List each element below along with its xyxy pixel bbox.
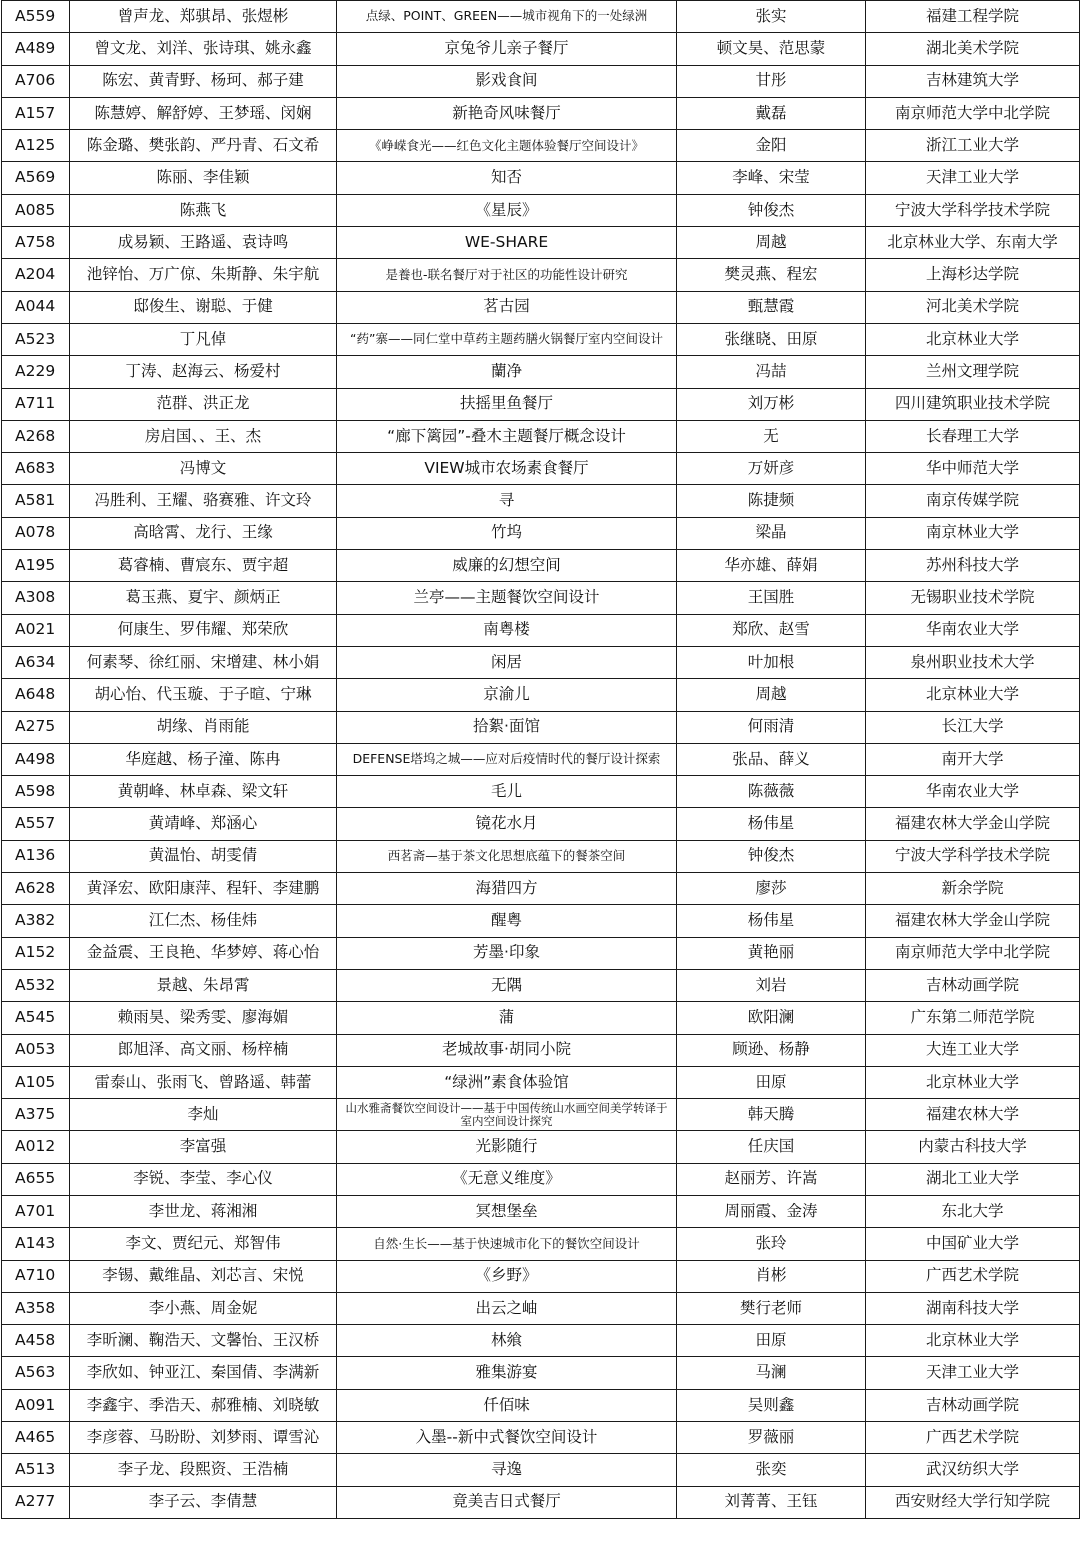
school-cell: 东北大学 (866, 1195, 1080, 1227)
table-row (2, 485, 1080, 517)
project-title-cell: 是養也-联名餐厅对于社区的功能性设计研究 (337, 259, 677, 291)
advisor-cell: 郑欣、赵雪 (677, 614, 866, 646)
team-members-cell: 郎旭泽、高文丽、杨梓楠 (70, 1034, 337, 1066)
team-members-cell: 李子云、李倩慧 (70, 1486, 337, 1518)
team-members-cell: 冯博文 (70, 453, 337, 485)
advisor-cell: 田原 (677, 1066, 866, 1098)
school-cell: 华南农业大学 (866, 614, 1080, 646)
table-row (2, 65, 1080, 97)
table-row (2, 453, 1080, 485)
advisor-cell: 何雨清 (677, 711, 866, 743)
project-title-cell: 京渝儿 (337, 679, 677, 711)
school-cell: 吉林动画学院 (866, 1389, 1080, 1421)
table-row (2, 1066, 1080, 1098)
project-title-cell: 新艳奇风味餐厅 (337, 97, 677, 129)
entry-code-cell: A513 (2, 1454, 70, 1486)
entry-code-cell: A105 (2, 1066, 70, 1098)
school-cell: 武汉纺织大学 (866, 1454, 1080, 1486)
school-cell: 南京师范大学中北学院 (866, 937, 1080, 969)
school-cell: 南京林业大学 (866, 517, 1080, 549)
entry-code-cell: A701 (2, 1195, 70, 1227)
table-row (2, 420, 1080, 452)
project-title-cell: 竹坞 (337, 517, 677, 549)
school-cell: 吉林动画学院 (866, 969, 1080, 1001)
school-cell: 宁波大学科学技术学院 (866, 194, 1080, 226)
advisor-cell: 无 (677, 420, 866, 452)
team-members-cell: 陈丽、李佳颖 (70, 162, 337, 194)
project-title-cell: 蘭净 (337, 356, 677, 388)
school-cell: 北京林业大学、东南大学 (866, 227, 1080, 259)
table-row (2, 646, 1080, 678)
entry-code-cell: A458 (2, 1325, 70, 1357)
team-members-cell: 雷泰山、张雨飞、曾路遥、韩蕾 (70, 1066, 337, 1098)
entry-code-cell: A308 (2, 582, 70, 614)
project-title-cell: 知否 (337, 162, 677, 194)
advisor-cell: 张品、薛义 (677, 743, 866, 775)
advisor-cell: 李峰、宋莹 (677, 162, 866, 194)
entry-code-cell: A277 (2, 1486, 70, 1518)
entry-code-cell: A053 (2, 1034, 70, 1066)
team-members-cell: 金益震、王良艳、华梦婷、蒋心怡 (70, 937, 337, 969)
advisor-cell: 肖彬 (677, 1260, 866, 1292)
project-title-cell: 扶摇里鱼餐厅 (337, 388, 677, 420)
entry-code-cell: A758 (2, 227, 70, 259)
table-row (2, 1454, 1080, 1486)
project-title-cell: 蒲 (337, 1002, 677, 1034)
team-members-cell: 李彦蓉、马盼盼、刘梦雨、谭雪沁 (70, 1422, 337, 1454)
entry-code-cell: A498 (2, 743, 70, 775)
school-cell: 湖南科技大学 (866, 1292, 1080, 1324)
table-row (2, 1422, 1080, 1454)
team-members-cell: 李富强 (70, 1131, 337, 1163)
school-cell: 大连工业大学 (866, 1034, 1080, 1066)
team-members-cell: 胡缘、肖雨能 (70, 711, 337, 743)
team-members-cell: 李昕澜、鞠浩天、文馨怡、王汉桥 (70, 1325, 337, 1357)
entry-code-cell: A628 (2, 873, 70, 905)
advisor-cell: 张玲 (677, 1228, 866, 1260)
school-cell: 广西艺术学院 (866, 1422, 1080, 1454)
school-cell: 浙江工业大学 (866, 130, 1080, 162)
entry-code-cell: A563 (2, 1357, 70, 1389)
table-row (2, 97, 1080, 129)
advisor-cell: 华亦雄、薛娟 (677, 550, 866, 582)
table-row (2, 873, 1080, 905)
table-row (2, 905, 1080, 937)
project-title-cell: 山水雅斋餐饮空间设计——基于中国传统山水画空间美学转译于室内空间设计探究 (337, 1099, 677, 1131)
team-members-cell: 何康生、罗伟耀、郑荣欣 (70, 614, 337, 646)
school-cell: 长春理工大学 (866, 420, 1080, 452)
advisor-cell: 顿文昊、范思蒙 (677, 33, 866, 65)
school-cell: 兰州文理学院 (866, 356, 1080, 388)
team-members-cell: 池锌怡、万广倞、朱斯静、朱宇航 (70, 259, 337, 291)
entry-code-cell: A268 (2, 420, 70, 452)
entry-code-cell: A569 (2, 162, 70, 194)
project-title-cell: 无隅 (337, 969, 677, 1001)
advisor-cell: 甘彤 (677, 65, 866, 97)
entry-code-cell: A229 (2, 356, 70, 388)
advisor-cell: 万妍彦 (677, 453, 866, 485)
advisor-cell: 赵丽芳、许嵩 (677, 1163, 866, 1195)
project-title-cell: 海猎四方 (337, 873, 677, 905)
advisor-cell: 叶加根 (677, 646, 866, 678)
school-cell: 广东第二师范学院 (866, 1002, 1080, 1034)
project-title-cell: 威廉的幻想空间 (337, 550, 677, 582)
team-members-cell: 曾文龙、刘洋、张诗琪、姚永鑫 (70, 33, 337, 65)
entry-code-cell: A655 (2, 1163, 70, 1195)
school-cell: 上海杉达学院 (866, 259, 1080, 291)
school-cell: 天津工业大学 (866, 162, 1080, 194)
team-members-cell: 李小燕、周金妮 (70, 1292, 337, 1324)
advisor-cell: 吴则鑫 (677, 1389, 866, 1421)
team-members-cell: 华庭越、杨子潼、陈冉 (70, 743, 337, 775)
project-title-cell: 仟佰味 (337, 1389, 677, 1421)
entry-code-cell: A711 (2, 388, 70, 420)
table-row (2, 291, 1080, 323)
table-row (2, 130, 1080, 162)
project-title-cell: WE-SHARE (337, 227, 677, 259)
project-title-cell: 《星辰》 (337, 194, 677, 226)
project-title-cell: 光影随行 (337, 1131, 677, 1163)
project-title-cell: 出云之岫 (337, 1292, 677, 1324)
advisor-cell: 任庆国 (677, 1131, 866, 1163)
entry-code-cell: A375 (2, 1099, 70, 1131)
school-cell: 四川建筑职业技术学院 (866, 388, 1080, 420)
table-row (2, 743, 1080, 775)
team-members-cell: 范群、洪正龙 (70, 388, 337, 420)
entry-code-cell: A091 (2, 1389, 70, 1421)
entry-code-cell: A157 (2, 97, 70, 129)
table-row (2, 162, 1080, 194)
entry-code-cell: A465 (2, 1422, 70, 1454)
project-title-cell: “绿洲”素食体验馆 (337, 1066, 677, 1098)
team-members-cell: 邸俊生、谢聪、于健 (70, 291, 337, 323)
school-cell: 福建工程学院 (866, 1, 1080, 33)
advisor-cell: 廖莎 (677, 873, 866, 905)
table-row (2, 1389, 1080, 1421)
school-cell: 湖北工业大学 (866, 1163, 1080, 1195)
table-row (2, 1131, 1080, 1163)
school-cell: 西安财经大学行知学院 (866, 1486, 1080, 1518)
advisor-cell: 陈捷频 (677, 485, 866, 517)
table-row (2, 840, 1080, 872)
table-row (2, 969, 1080, 1001)
advisor-cell: 刘万彬 (677, 388, 866, 420)
advisor-cell: 韩天腾 (677, 1099, 866, 1131)
entry-code-cell: A085 (2, 194, 70, 226)
project-title-cell: 京兔爷儿亲子餐厅 (337, 33, 677, 65)
project-title-cell: 茗古园 (337, 291, 677, 323)
project-title-cell: 拾絮·面馆 (337, 711, 677, 743)
school-cell: 中国矿业大学 (866, 1228, 1080, 1260)
project-title-cell: 自然·生长——基于快速城市化下的餐饮空间设计 (337, 1228, 677, 1260)
project-title-cell: 老城故事·胡同小院 (337, 1034, 677, 1066)
school-cell: 福建农林大学金山学院 (866, 808, 1080, 840)
team-members-cell: 李欣如、钟亚江、秦国倩、李满新 (70, 1357, 337, 1389)
team-members-cell: 葛玉燕、夏宇、颜炳正 (70, 582, 337, 614)
table-row (2, 1486, 1080, 1518)
team-members-cell: 高晗霄、龙行、王缘 (70, 517, 337, 549)
advisor-cell: 戴磊 (677, 97, 866, 129)
project-title-cell: 《峥嵘食光——红色文化主题体验餐厅空间设计》 (337, 130, 677, 162)
table-row (2, 517, 1080, 549)
advisor-cell: 张奕 (677, 1454, 866, 1486)
school-cell: 南开大学 (866, 743, 1080, 775)
advisor-cell: 樊行老师 (677, 1292, 866, 1324)
advisor-cell: 张实 (677, 1, 866, 33)
project-title-cell: 点绿、POINT、GREEN——城市视角下的一处绿洲 (337, 1, 677, 33)
advisor-cell: 陈薇薇 (677, 776, 866, 808)
project-title-cell: 雅集游宴 (337, 1357, 677, 1389)
table-row (2, 1228, 1080, 1260)
school-cell: 无锡职业技术学院 (866, 582, 1080, 614)
entries-table (1, 0, 1080, 1519)
advisor-cell: 樊灵燕、程宏 (677, 259, 866, 291)
table-row (2, 1195, 1080, 1227)
team-members-cell: 李文、贾纪元、郑智伟 (70, 1228, 337, 1260)
team-members-cell: 李锡、戴维晶、刘芯言、宋悦 (70, 1260, 337, 1292)
table-row (2, 776, 1080, 808)
project-title-cell: 入墨--新中式餐饮空间设计 (337, 1422, 677, 1454)
entry-code-cell: A275 (2, 711, 70, 743)
entry-code-cell: A012 (2, 1131, 70, 1163)
table-row (2, 1260, 1080, 1292)
school-cell: 北京林业大学 (866, 679, 1080, 711)
advisor-cell: 杨伟星 (677, 905, 866, 937)
entry-code-cell: A204 (2, 259, 70, 291)
school-cell: 南京传媒学院 (866, 485, 1080, 517)
advisor-cell: 王国胜 (677, 582, 866, 614)
team-members-cell: 黄靖峰、郑涵心 (70, 808, 337, 840)
school-cell: 福建农林大学 (866, 1099, 1080, 1131)
project-title-cell: 芳墨·印象 (337, 937, 677, 969)
advisor-cell: 欧阳澜 (677, 1002, 866, 1034)
school-cell: 泉州职业技术大学 (866, 646, 1080, 678)
entry-code-cell: A710 (2, 1260, 70, 1292)
entry-code-cell: A358 (2, 1292, 70, 1324)
table-row (2, 1163, 1080, 1195)
team-members-cell: 李锐、李莹、李心仪 (70, 1163, 337, 1195)
project-title-cell: “药”寨——同仁堂中草药主题药膳火锅餐厅室内空间设计 (337, 323, 677, 355)
entry-code-cell: A559 (2, 1, 70, 33)
table-row (2, 194, 1080, 226)
entry-code-cell: A683 (2, 453, 70, 485)
entry-code-cell: A143 (2, 1228, 70, 1260)
advisor-cell: 钟俊杰 (677, 840, 866, 872)
team-members-cell: 黄朝峰、林卓森、梁文轩 (70, 776, 337, 808)
school-cell: 天津工业大学 (866, 1357, 1080, 1389)
school-cell: 福建农林大学金山学院 (866, 905, 1080, 937)
team-members-cell: 李世龙、蒋湘湘 (70, 1195, 337, 1227)
advisor-cell: 甄慧霞 (677, 291, 866, 323)
table-row (2, 1, 1080, 33)
team-members-cell: 冯胜利、王耀、骆赛雅、许文玲 (70, 485, 337, 517)
table-row (2, 388, 1080, 420)
table-row (2, 1034, 1080, 1066)
project-title-cell: 南粤楼 (337, 614, 677, 646)
team-members-cell: 黄温怡、胡雯倩 (70, 840, 337, 872)
advisor-cell: 周越 (677, 227, 866, 259)
entry-code-cell: A382 (2, 905, 70, 937)
team-members-cell: 曾声龙、郑骐昂、张煜彬 (70, 1, 337, 33)
school-cell: 北京林业大学 (866, 1066, 1080, 1098)
team-members-cell: 成易颖、王路遥、袁诗鸣 (70, 227, 337, 259)
table-row (2, 808, 1080, 840)
school-cell: 北京林业大学 (866, 1325, 1080, 1357)
school-cell: 湖北美术学院 (866, 33, 1080, 65)
project-title-cell: 闲居 (337, 646, 677, 678)
team-members-cell: 陈宏、黄青野、杨珂、郝子建 (70, 65, 337, 97)
school-cell: 苏州科技大学 (866, 550, 1080, 582)
project-title-cell: DEFENSE塔坞之城——应对后疫情时代的餐厅设计探索 (337, 743, 677, 775)
entry-code-cell: A648 (2, 679, 70, 711)
entry-code-cell: A532 (2, 969, 70, 1001)
table-row (2, 323, 1080, 355)
school-cell: 广西艺术学院 (866, 1260, 1080, 1292)
table-row (2, 937, 1080, 969)
team-members-cell: 丁涛、赵海云、杨爱村 (70, 356, 337, 388)
team-members-cell: 景越、朱昂霄 (70, 969, 337, 1001)
advisor-cell: 黄艳丽 (677, 937, 866, 969)
project-title-cell: 寻逸 (337, 1454, 677, 1486)
team-members-cell: 赖雨昊、梁秀雯、廖海媚 (70, 1002, 337, 1034)
project-title-cell: 《乡野》 (337, 1260, 677, 1292)
table-row (2, 356, 1080, 388)
table-row (2, 1325, 1080, 1357)
school-cell: 宁波大学科学技术学院 (866, 840, 1080, 872)
team-members-cell: 陈燕飞 (70, 194, 337, 226)
project-title-cell: “廊下篱园”-叠木主题餐厅概念设计 (337, 420, 677, 452)
entry-code-cell: A706 (2, 65, 70, 97)
team-members-cell: 胡心怡、代玉璇、于子暄、宁琳 (70, 679, 337, 711)
entry-code-cell: A545 (2, 1002, 70, 1034)
advisor-cell: 田原 (677, 1325, 866, 1357)
entry-code-cell: A195 (2, 550, 70, 582)
entry-code-cell: A557 (2, 808, 70, 840)
school-cell: 华南农业大学 (866, 776, 1080, 808)
project-title-cell: VIEW城市农场素食餐厅 (337, 453, 677, 485)
school-cell: 新余学院 (866, 873, 1080, 905)
school-cell: 长江大学 (866, 711, 1080, 743)
table-row (2, 259, 1080, 291)
table-row (2, 550, 1080, 582)
project-title-cell: 醒粤 (337, 905, 677, 937)
project-title-cell: 西茗斋—基于茶文化思想底蕴下的餐茶空间 (337, 840, 677, 872)
school-cell: 北京林业大学 (866, 323, 1080, 355)
entry-code-cell: A523 (2, 323, 70, 355)
team-members-cell: 黄泽宏、欧阳康萍、程轩、李建鹏 (70, 873, 337, 905)
advisor-cell: 周越 (677, 679, 866, 711)
entry-code-cell: A634 (2, 646, 70, 678)
school-cell: 南京师范大学中北学院 (866, 97, 1080, 129)
advisor-cell: 刘菁菁、王钰 (677, 1486, 866, 1518)
table-row (2, 614, 1080, 646)
table-row (2, 1292, 1080, 1324)
project-title-cell: 竟美吉日式餐厅 (337, 1486, 677, 1518)
project-title-cell: 寻 (337, 485, 677, 517)
entry-code-cell: A078 (2, 517, 70, 549)
table-row (2, 1002, 1080, 1034)
table-row (2, 33, 1080, 65)
advisor-cell: 钟俊杰 (677, 194, 866, 226)
team-members-cell: 李子龙、段熙资、王浩楠 (70, 1454, 337, 1486)
project-title-cell: 《无意义维度》 (337, 1163, 677, 1195)
entry-code-cell: A136 (2, 840, 70, 872)
table-row (2, 582, 1080, 614)
advisor-cell: 周丽霞、金涛 (677, 1195, 866, 1227)
project-title-cell: 林飨 (337, 1325, 677, 1357)
team-members-cell: 李灿 (70, 1099, 337, 1131)
project-title-cell: 毛儿 (337, 776, 677, 808)
project-title-cell: 兰亭——主题餐饮空间设计 (337, 582, 677, 614)
advisor-cell: 马澜 (677, 1357, 866, 1389)
team-members-cell: 房启国、、王、杰 (70, 420, 337, 452)
table-row (2, 679, 1080, 711)
entry-code-cell: A598 (2, 776, 70, 808)
school-cell: 内蒙古科技大学 (866, 1131, 1080, 1163)
project-title-cell: 冥想堡垒 (337, 1195, 677, 1227)
table-row (2, 1357, 1080, 1389)
team-members-cell: 何素琴、徐红丽、宋增建、林小娟 (70, 646, 337, 678)
team-members-cell: 李鑫宇、季浩天、郝雅楠、刘晓敏 (70, 1389, 337, 1421)
entry-code-cell: A125 (2, 130, 70, 162)
entry-code-cell: A489 (2, 33, 70, 65)
table-row (2, 227, 1080, 259)
advisor-cell: 梁晶 (677, 517, 866, 549)
advisor-cell: 金阳 (677, 130, 866, 162)
team-members-cell: 丁凡倬 (70, 323, 337, 355)
table-row (2, 711, 1080, 743)
advisor-cell: 顾逊、杨静 (677, 1034, 866, 1066)
entry-code-cell: A021 (2, 614, 70, 646)
advisor-cell: 张继晓、田原 (677, 323, 866, 355)
advisor-cell: 冯喆 (677, 356, 866, 388)
school-cell: 河北美术学院 (866, 291, 1080, 323)
table-row (2, 1099, 1080, 1131)
team-members-cell: 葛睿楠、曹宸东、贾宇超 (70, 550, 337, 582)
project-title-cell: 镜花水月 (337, 808, 677, 840)
entry-code-cell: A581 (2, 485, 70, 517)
team-members-cell: 陈慧婷、解舒婷、王梦瑶、闵娴 (70, 97, 337, 129)
team-members-cell: 江仁杰、杨佳炜 (70, 905, 337, 937)
project-title-cell: 影戏食间 (337, 65, 677, 97)
entry-code-cell: A044 (2, 291, 70, 323)
entries-table-body (2, 1, 1080, 1519)
school-cell: 华中师范大学 (866, 453, 1080, 485)
entry-code-cell: A152 (2, 937, 70, 969)
team-members-cell: 陈金璐、樊张韵、严丹青、石文希 (70, 130, 337, 162)
school-cell: 吉林建筑大学 (866, 65, 1080, 97)
advisor-cell: 杨伟星 (677, 808, 866, 840)
advisor-cell: 罗薇丽 (677, 1422, 866, 1454)
advisor-cell: 刘岩 (677, 969, 866, 1001)
